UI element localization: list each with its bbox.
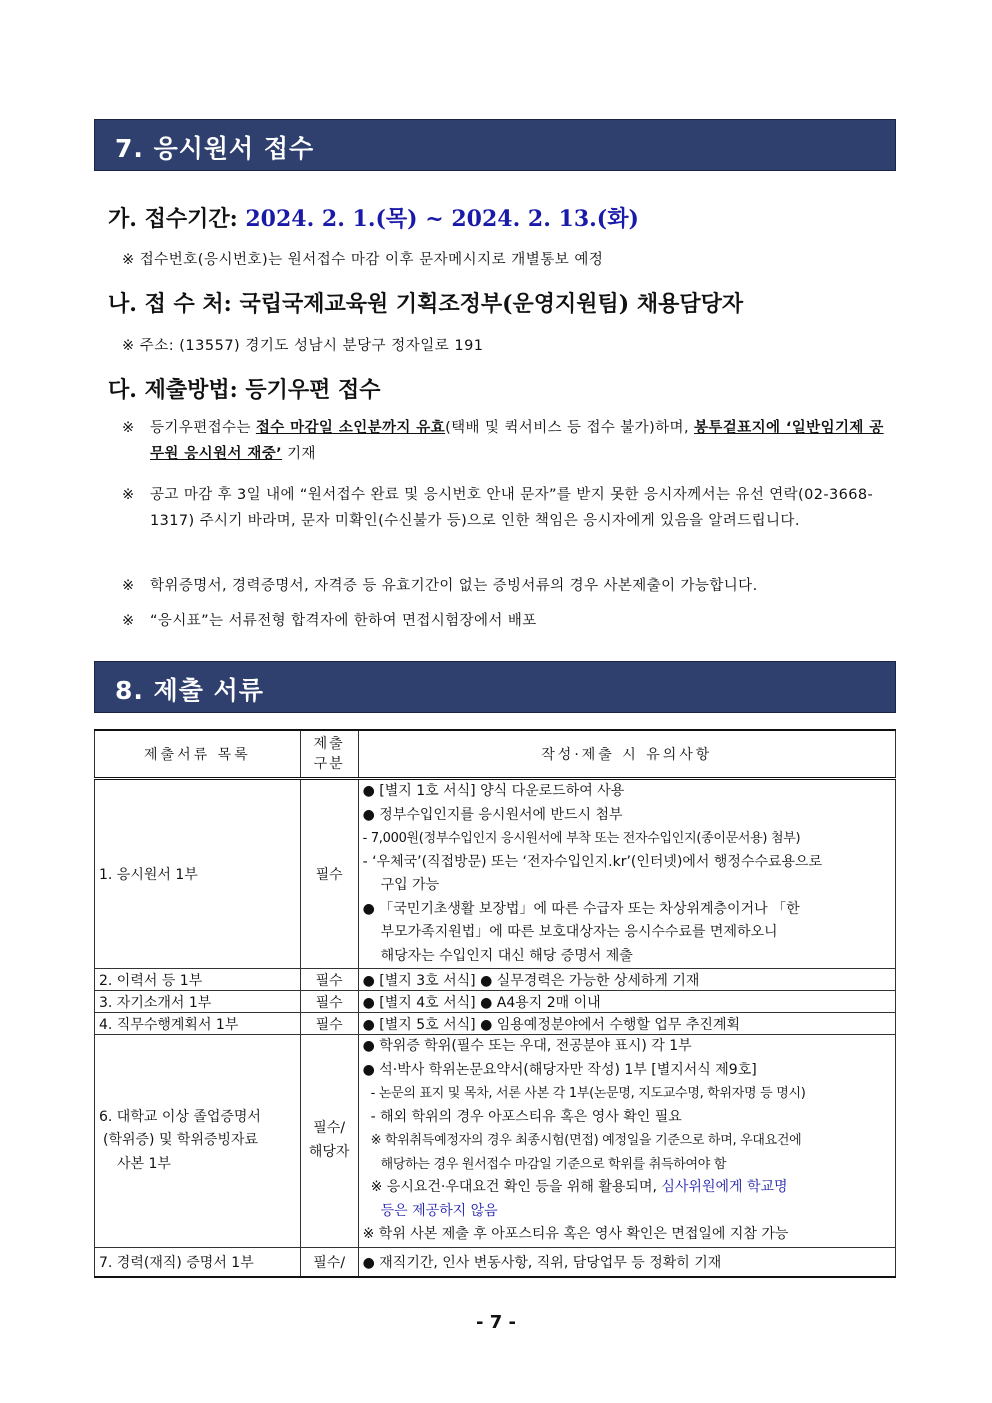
notes-cell: ● [별지 1호 서식] 양식 다운로드하여 사용 ● 정부수입인지를 응시원서에 반드시 첨부 - 7,000원(정부수입인지 응시원서에 부착 또는 전자수입인지(종이문서용) 첨부) - ‘우체국’(직접방문) 또는 ‘전자수입인지.kr’(인터넷)에서 행정수수료용으로 구입 가능 ● 「국민기초생활 보장법」에 따른 수급자 또는 차상위계층이거나 「한 부모가족지원법」에 따른 보호대상자는 응시수수료를 면제하오니 해당자는 수입인지 대신 해당 증명서 제출: [358, 779, 895, 969]
section-8-header: [94, 661, 896, 713]
type-cell: 필수/ 해당자: [300, 1035, 358, 1248]
table-row: 2. 이력서 등 1부 필수 ● [별지 3호 서식] ● 실무경력은 가능한 상세하게 기재: [95, 969, 896, 991]
table-row: [95, 1035, 896, 1248]
period-value: 2024. 2. 1.(목) ~ 2024. 2. 13.(화): [245, 206, 639, 232]
type-cell: 필수: [300, 779, 358, 969]
note-1: ※ 등기우편접수는 접수 마감일 소인분까지 유효(택배 및 퀵서비스 등 접수 불가)하며, 봉투겉표지에 ‘일반임기제 공무원 응시원서 재중’ 기재: [122, 420, 884, 462]
documents-table: [94, 729, 896, 1278]
heading-da: 다. 제출방법: 등기우편 접수: [108, 377, 381, 403]
section-8-title: 8. 제출 서류: [115, 676, 264, 705]
note-2: ※ 공고 마감 후 3일 내에 “원서접수 완료 및 응시번호 안내 문자”를 받지 못한 응시자께서는 유선 연락(02-3668-1317) 주시기 바라며, 문자 미확인(수신불가 등)으로 인한 책임은 응시자에게 있음을 알려드립니다.: [122, 487, 874, 529]
note-ga: ※ 접수번호(응시번호)는 원서접수 마감 이후 문자메시지로 개별통보 예정: [122, 252, 604, 268]
note-4: ※ “응시표”는 서류전형 합격자에 한하여 면접시험장에서 배포: [122, 613, 537, 629]
table-row: [95, 779, 896, 969]
header-type: 제출 구분: [300, 730, 358, 779]
heading-na: 나. 접 수 처: 국립국제교육원 기획조정부(운영지원팀) 채용담당자: [108, 291, 744, 317]
note-na: ※ 주소: (13557) 경기도 성남시 분당구 정자일로 191: [122, 338, 484, 354]
table-header-row: [95, 730, 896, 779]
heading-ga: 가. 접수기간: 2024. 2. 1.(목) ~ 2024. 2. 13.(화): [108, 206, 639, 232]
header-doc: 제출서류 목록: [95, 730, 301, 779]
section-7-header: [94, 119, 896, 171]
header-notes: 작성·제출 시 유의사항: [358, 730, 895, 779]
table-row: 3. 자기소개서 1부 필수 ● [별지 4호 서식] ● A4용지 2매 이내: [95, 991, 896, 1013]
notes-cell: ● 학위증 학위(필수 또는 우대, 전공분야 표시) 각 1부 ● 석·박사 학위논문요약서(해당자만 작성) 1부 [별지서식 제9호] - 논문의 표지 및 목차, 서론 사본 각 1부(논문명, 지도교수명, 학위자명 등 명시) - 해외 학위의 경우 아포스티유 혹은 영사 확인 필요 ※ 학위취득예정자의 경우 최종시험(면접) 예정일을 기준으로 하며, 우대요건에 해당하는 경우 원서접수 마감일 기준으로 학위를 취득하여야 함 ※ 응시요건·우대요건 확인 등을 위해 활용되며, 심사위원에게 학교명 등은 제공하지 않음 ※ 학위 사본 제출 후 아포스티유 혹은 영사 확인은 면접일에 지참 가능: [358, 1035, 895, 1248]
note-3: ※ 학위증명서, 경력증명서, 자격증 등 유효기간이 없는 증빙서류의 경우 사본제출이 가능합니다.: [122, 578, 758, 594]
doc-cell: 1. 응시원서 1부: [95, 779, 301, 969]
table-row: 7. 경력(재직) 증명서 1부 필수/ ● 재직기간, 인사 변동사항, 직위, 담당업무 등 정확히 기재: [95, 1247, 896, 1277]
doc-cell: 6. 대학교 이상 졸업증명서 (학위증) 및 학위증빙자료 사본 1부: [95, 1035, 301, 1248]
section-7-title: 7. 응시원서 접수: [115, 134, 315, 163]
page-number: - 7 -: [476, 1312, 516, 1333]
table-row: 4. 직무수행계획서 1부 필수 ● [별지 5호 서식] ● 임용예정분야에서 수행할 업무 추진계획: [95, 1013, 896, 1035]
